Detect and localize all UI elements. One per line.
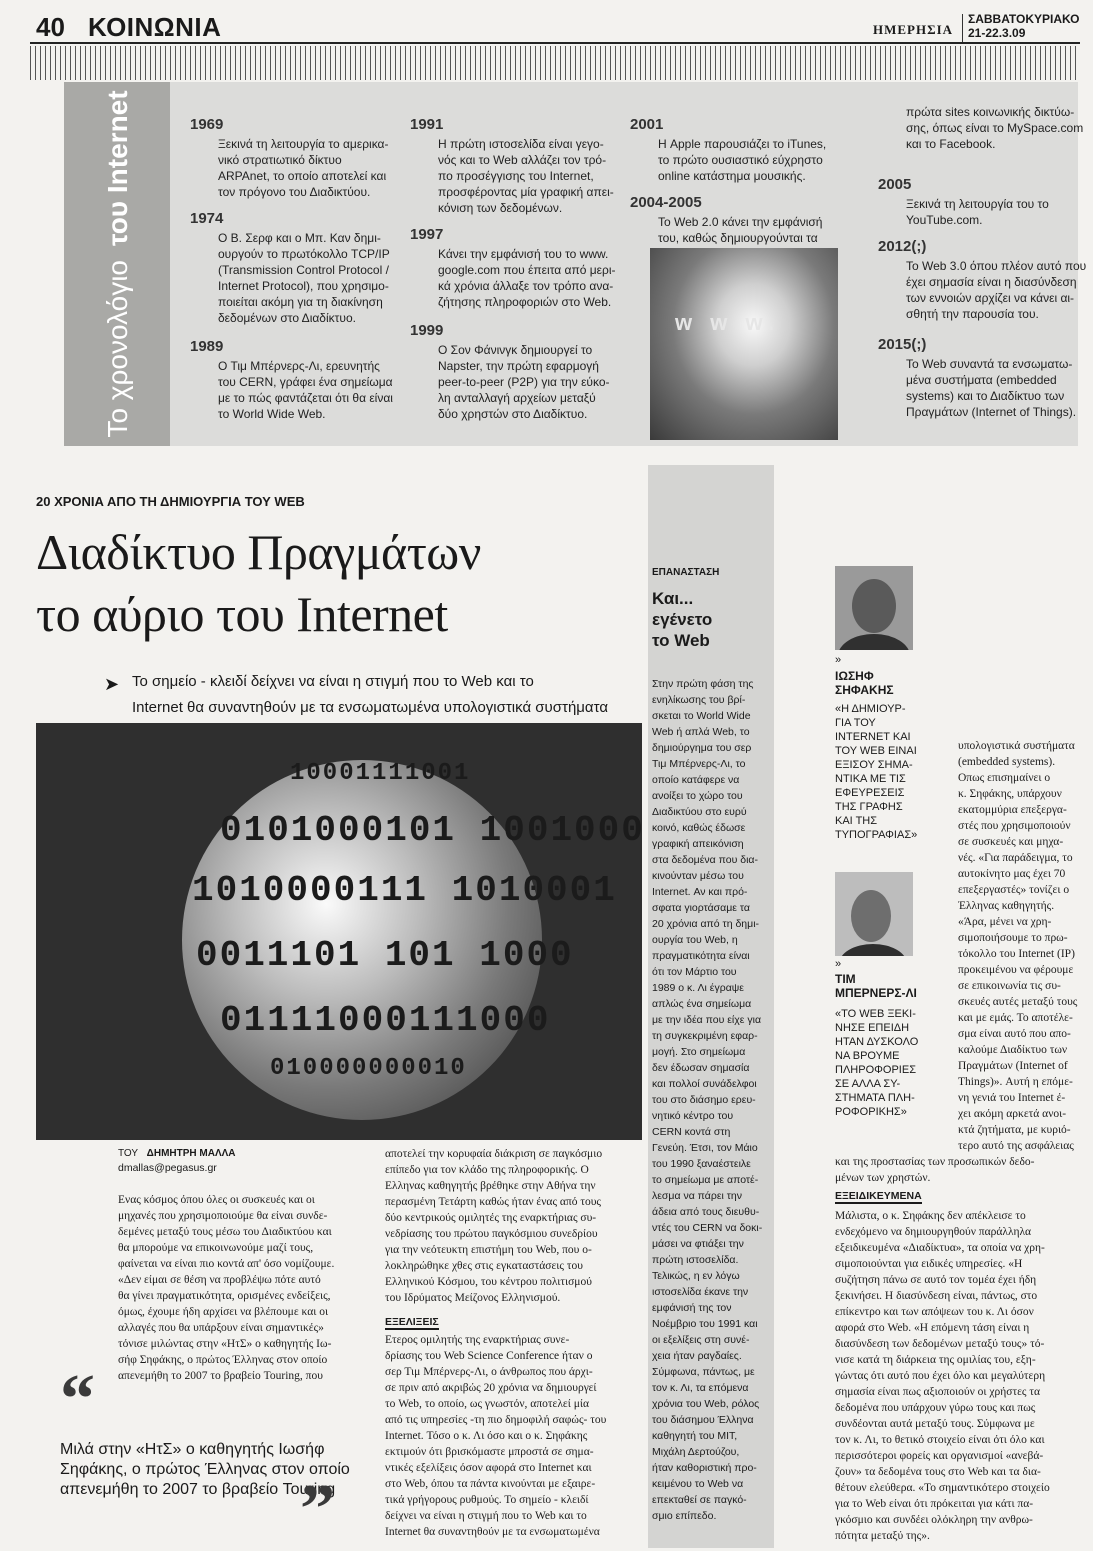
sub-text-line: περισσότεροι φορείς και οργανισμοί «ανεβά- xyxy=(835,1450,1044,1462)
side-text-line: εμφάνισή της τον xyxy=(652,1302,732,1314)
sidebar-title xyxy=(652,588,712,651)
issue-date: 21-22.3.09 xyxy=(968,26,1026,40)
timeline-text-line: Το Web συναντά τα ενσωματω- xyxy=(906,357,1073,371)
quote-2-line: ΡΟΦΟΡΙΚΗΣ» xyxy=(835,1106,907,1118)
col2b-line: σε πριν από ακριβώς 20 χρόνια να δημιουργεί xyxy=(385,1382,597,1394)
timeline-text-line: ARPAnet, το οποίο αποτελεί και xyxy=(218,169,387,183)
timeline-text-line: Ο Τιμ Μπέρνερς-Λι, ερευνητής xyxy=(218,359,380,373)
timeline-text-line: λη ανταλλαγή αρχείων μεταξύ xyxy=(438,391,596,405)
right-text-line: αυτοκίνητο μας έχει 70 xyxy=(958,868,1066,880)
subheading-exelixeis: ΕΞΕΛΙΞΕΙΣ xyxy=(385,1316,439,1328)
timeline-text-line: δεδομένων στο Διαδίκτυο. xyxy=(218,311,356,325)
side-text-line: του στο διάσημο ερευ- xyxy=(652,1094,756,1106)
timeline-text-line: systems) και το Διαδίκτυο των xyxy=(906,389,1065,403)
side-text-line: Μιχάλη Δερτούζου, xyxy=(652,1446,740,1458)
sub-text-line: ζουν» τα δεδομένα τους στο Web και τα δια- xyxy=(835,1466,1041,1478)
col2-line: του Ιδρύματος Μείζονος Ελληνισμού. xyxy=(385,1292,561,1304)
sub-text-line: πότητα μεταξύ της». xyxy=(835,1530,930,1542)
quote-1-line: INTERNET ΚΑΙ xyxy=(835,731,911,743)
side-text-line: ντές του CERN να δοκι- xyxy=(652,1222,763,1234)
quote-1-line: «Η ΔΗΜΙΟΥΡ- xyxy=(835,703,906,715)
side-text-line: του διάσημου Έλληνα xyxy=(652,1414,754,1426)
timeline-text-line: ζήτησης πληροφοριών στο Web. xyxy=(438,295,612,309)
quote-close-icon: ” xyxy=(300,1471,335,1548)
timeline-text-line: έχει σημασία είναι η διασύνδεση xyxy=(906,275,1077,289)
binary-row: 0011101 101 1000 xyxy=(196,935,574,976)
timeline-text-line: πρώτα sites κοινωνικής δικτύω- xyxy=(906,105,1075,119)
side-text-line: το σημείωμα με αποτέ- xyxy=(652,1174,759,1186)
side-text-line: απλώς ένα σημείωμα xyxy=(652,998,752,1010)
timeline-text-line: ουργούν το πρωτόκολλο TCP/IP xyxy=(218,247,390,261)
side-text-line: Διαδικτύου στο ευρύ xyxy=(652,806,747,818)
timeline-year: 1997 xyxy=(410,226,444,243)
timeline-text-line: του CERN, γράφει ένα σημείωμα xyxy=(218,375,393,389)
col2-line: λοκληρώθηκε χθες στις εγκαταστάσεις του xyxy=(385,1260,583,1272)
header-stripe-band xyxy=(30,46,1080,80)
subheading-exeidikevmena: ΕΞΕΙΔΙΚΕΥΜΕΝΑ xyxy=(835,1190,922,1202)
right-text-line: Οπως επισημαίνει ο xyxy=(958,772,1051,784)
sub-text-line: συνδέονται αυτά μεταξύ τους. Σύμφωνα με xyxy=(835,1418,1035,1430)
col2-line: επίπεδο για τον κλάδο της πληροφορικής. Ο xyxy=(385,1164,589,1176)
right-text-line: «Άρα, μένει να χρη- xyxy=(958,916,1052,928)
side-text-line: Τελικώς, η εν λόγω xyxy=(652,1270,740,1282)
binary-row: 10001111001 xyxy=(290,760,471,787)
col1-line: φαίνεται να είναι πιο κοντά απ' όσο νομίζουμε. xyxy=(118,1258,335,1270)
right-text-line: κτά ζητήματα, με κυριό- xyxy=(958,1124,1071,1136)
side-text-line: Σύμφωνα, πάντως, με xyxy=(652,1366,755,1378)
right-text-line: σκευές αυτές μεταξύ τους xyxy=(958,996,1078,1008)
side-text-line: χρόνια του Web, ρόλος xyxy=(652,1398,760,1410)
timeline-text-line: peer-to-peer (P2P) για την εύκο- xyxy=(438,375,610,389)
right-text-line: σε συσκευές και μηχα- xyxy=(958,836,1064,848)
quote-2-line: ΣΕ ΑΛΛΑ ΣΥ- xyxy=(835,1078,901,1090)
sidebar-kicker: ΕΠΑΝΑΣΤΑΣΗ xyxy=(652,567,720,578)
col2-line: Ελληνας καθηγητής βρέθηκε στην Αθήνα την xyxy=(385,1180,596,1192)
timeline-year: 1999 xyxy=(410,322,444,339)
newspaper-name: ΗΜΕΡΗΣΙΑ xyxy=(873,22,954,37)
side-text-line: οποίο κατάφερε να xyxy=(652,774,740,786)
portrait-sifakis-graphic xyxy=(835,566,913,650)
side-text-line: Γενεύη. Έτσι, τον Μάιο xyxy=(652,1142,758,1154)
binary-row: 0101000101 1001000 xyxy=(220,810,645,851)
sub-text-line: Μάλιστα, ο κ. Σηφάκης δεν απέκλεισε το xyxy=(835,1210,1026,1222)
timeline-label-line2: του Internet xyxy=(102,90,133,247)
side-text-line: Internet. Αν και πρό- xyxy=(652,886,748,898)
right-text-line: σιμοποιήσουμε το πρω- xyxy=(958,932,1068,944)
side-text-line: Τιμ Μπέρνερς-Λι, το xyxy=(652,758,746,770)
sub-text-line: τον κ. Λι, το θετικό στοιχείο είναι ότι όλο και xyxy=(835,1434,1045,1446)
timeline-text-line: δύο χρηστών στο Διαδίκτυο. xyxy=(438,407,588,421)
quote-2-line: «ΤΟ WEB ΞΕΚΙ- xyxy=(835,1008,916,1020)
side-text-line: CERN κοντά στη xyxy=(652,1126,731,1138)
sidebar-title-line: εγένετο xyxy=(652,610,713,629)
sub-text-line: συζήτηση πάνω σε αυτό τον τομέα έχει ήδη xyxy=(835,1274,1037,1286)
right-text-line: Things)». Αυτή η επόμε- xyxy=(958,1076,1073,1088)
timeline-label xyxy=(102,90,134,437)
side-text-line: πρώτη ιστοσελίδα. xyxy=(652,1254,739,1266)
col1-line: αλλαγές που θα υπάρξουν είναι σημαντικές» xyxy=(118,1322,324,1334)
byline xyxy=(118,1148,236,1159)
timeline-text-line: μένα συστήματα (embedded xyxy=(906,373,1057,387)
side-text-line: ήταν καθοριστική προ- xyxy=(652,1462,757,1474)
side-text-line: ενηλίκωσης του βρί- xyxy=(652,694,746,706)
col2b-line: δρίασης του Web Science Conference ήταν ο xyxy=(385,1350,593,1362)
side-text-line: νητικό κέντρο του xyxy=(652,1110,734,1122)
quote-2-line: ΝΑ ΒΡΟΥΜΕ xyxy=(835,1050,900,1062)
right-text-line: προκειμένου να φέρουμε xyxy=(958,964,1074,976)
timeline-text-line: με το πώς φαντάζεται ότι θα είναι xyxy=(218,391,393,405)
wide-text-line: και της προστασίας των προσωπικών δεδο- xyxy=(835,1156,1035,1168)
double-arrow-icon: » xyxy=(835,958,842,970)
sub-text-line: σιμοποιούνται για ειδικές υπηρεσίες. «Η xyxy=(835,1258,1023,1270)
timeline-text-line: Ο Β. Σερφ και ο Μπ. Καν δημι- xyxy=(218,231,381,245)
col2-line: δύο κεντρικούς ομιλητές της εναρκτήριας συ- xyxy=(385,1212,597,1224)
section-title: ΚΟΙΝΩΝΙΑ xyxy=(88,12,222,42)
timeline-text-line: Napster, την πρώτη εφαρμογή xyxy=(438,359,599,373)
lead-line1: Το σημείο - κλειδί δείχνει να είναι η στιγμή που το Web και το xyxy=(132,673,534,690)
wide-text-line: μένων των χρηστών. xyxy=(835,1172,931,1184)
sub-text-line: νισε κατά τη διάρκεια της ομιλίας του, εξη- xyxy=(835,1354,1036,1366)
timeline-text-line: Ο Σον Φάνινγκ δημιουργεί το xyxy=(438,343,593,357)
lead-arrow-icon: ➤ xyxy=(104,674,120,695)
timeline-year: 2005 xyxy=(878,176,912,193)
right-text-line: στές που χρησιμοποιούν xyxy=(958,820,1071,832)
timeline-year: 2015(;) xyxy=(878,336,927,353)
quote-1-line: ΝΤΙΚΑ ΜΕ ΤΙΣ xyxy=(835,773,906,785)
www-image-text: w w w. xyxy=(675,310,780,335)
right-text-line: χει ακόμη αρκετά ανοι- xyxy=(958,1108,1067,1120)
col2b-line: από τις υπηρεσίες -τη πιο δημοφιλή σαφώς- του xyxy=(385,1414,607,1426)
sub-text-line: θέτουν ελεύθερα. «Το σημαντικότερο στοιχείο xyxy=(835,1482,1050,1494)
side-text-line: πραγματικότητα είναι xyxy=(652,950,750,962)
side-text-line: 1989 ο κ. Λι έγραψε xyxy=(652,982,744,994)
side-text-line: Στην πρώτη φάση της xyxy=(652,678,754,690)
side-text-line: σκεται το World Wide xyxy=(652,710,751,722)
right-text-line: υπολογιστικά συστήματα xyxy=(958,740,1075,752)
right-text-line: επεξεργαστές» τονίζει ο xyxy=(958,884,1070,896)
side-text-line: χεια ήταν ραγδαίες. xyxy=(652,1350,742,1362)
timeline-text-line: Πραγμάτων (Internet of Things). xyxy=(906,405,1077,419)
portrait-berners-lee xyxy=(835,872,913,956)
pull-quote-line2: Σηφάκης, ο πρώτος Έλληνας στον οποίο xyxy=(60,1461,350,1478)
col2b-line: Internet. Τόσο ο κ. Λι όσο και ο κ. Σηφάκης xyxy=(385,1430,588,1442)
timeline-year: 1974 xyxy=(190,210,224,227)
timeline-text-line: σθητή την παρουσία του. xyxy=(906,307,1039,321)
timeline-text-line: Κάνει την εμφάνισή του το www. xyxy=(438,247,609,261)
timeline-text-line: Ξεκινά τη λειτουργία του το xyxy=(906,197,1049,211)
timeline-year: 2001 xyxy=(630,116,664,133)
side-text-line: κινούνταν μέσω του xyxy=(652,870,744,882)
person-name-1: ΙΩΣΗΦ ΣΗΦΑΚΗΣ xyxy=(835,669,894,697)
col1-line: όμως, έχουμε ήδη αρχίσει να βλέπουμε και οι xyxy=(118,1306,329,1318)
quote-1-line: ΕΦΕΥΡΕΣΕΙΣ xyxy=(835,787,905,799)
timeline-text-line: YouTube.com. xyxy=(906,213,983,227)
headline-line2: το αύριο του Internet xyxy=(36,586,448,642)
sub-text-line: για το Web είναι ότι πρόκειται για κάτι πα- xyxy=(835,1498,1034,1510)
right-text-line: νές. «Για παράδειγμα, το xyxy=(958,852,1073,864)
timeline-text-line: (Transmission Control Protocol / xyxy=(218,263,389,277)
quote-2-line: ΠΛΗΡΟΦΟΡΙΕΣ xyxy=(835,1064,916,1076)
quote-1-line: ΕΞΙΣΟΥ ΣΗΜΑ- xyxy=(835,759,913,771)
col2b-line: σερ Τιμ Μπέρνερς-Λι, ο άνθρωπος που άρχι- xyxy=(385,1366,593,1378)
sub-text-line: σημασία είναι πως αξιοποιούν οι χρήστες τα xyxy=(835,1386,1040,1398)
sub-text-line: επίκεντρο και των απόψεων του κ. Λι όσον xyxy=(835,1306,1034,1318)
portrait-sifakis xyxy=(835,566,913,650)
side-text-line: μογή. Στο σημείωμα xyxy=(652,1046,746,1058)
double-arrow-icon: » xyxy=(835,654,842,666)
article-kicker: 20 ΧΡΟΝΙΑ ΑΠΟ ΤΗ ΔΗΜΙΟΥΡΓΙΑ ΤΟΥ WEB xyxy=(36,494,305,509)
byline-prefix: ΤΟΥ xyxy=(118,1148,138,1159)
col2b-line: τικά γρήγορους ρυθμούς. Το σημείο - κλειδί xyxy=(385,1494,589,1506)
timeline-text-line: του, καθώς δημιουργούνται τα xyxy=(658,231,818,245)
col1-line: δεμένες μεταξύ τους μέσω του Διαδικτύου και xyxy=(118,1226,332,1238)
timeline-text-line: σης, όπως είναι το MySpace.com xyxy=(906,121,1084,135)
side-text-line: Νοέμβριο του 1991 και xyxy=(652,1318,758,1330)
byline-name: ΔΗΜΗΤΡΗ ΜΑΛΛΑ xyxy=(146,1148,236,1159)
col2b-line: δείχνει να είναι η στιγμή που το Web και το xyxy=(385,1510,587,1522)
timeline-year: 2012(;) xyxy=(878,238,927,255)
quote-1-line: ΚΑΙ ΤΗΣ xyxy=(835,815,878,827)
quote-1-line: ΤΗΣ ΓΡΑΦΗΣ xyxy=(835,801,903,813)
quote-2-line: ΣΤΗΜΑΤΑ ΠΛΗ- xyxy=(835,1092,915,1104)
side-text-line: άδεια από τους διευθυ- xyxy=(652,1206,760,1218)
right-text-line: νη γενιά του Internet έ- xyxy=(958,1092,1066,1104)
lead-line2: Internet θα συναντηθούν με τα ενσωματωμένα υπολογιστικά συστήματα xyxy=(132,699,608,716)
page-number: 40 xyxy=(36,12,65,42)
side-text-line: ιστοσελίδα έκανε την xyxy=(652,1286,749,1298)
side-text-line: τον κ. Λι, τα επόμενα xyxy=(652,1382,749,1394)
right-text-line: εκατομμύρια επεξεργα- xyxy=(958,804,1067,816)
col2-line: για την νεότευκτη επιστήμη του Web, που ο- xyxy=(385,1244,592,1256)
side-text-line: και πολλοί συνάδελφοι xyxy=(652,1078,757,1090)
sub-text-line: ενδεχόμενο να δημιουργηθούν παράλληλα xyxy=(835,1226,1032,1238)
side-text-line: κοινό, καθώς έδωσε xyxy=(652,822,746,834)
side-text-line: μάσει να φτιάξει την xyxy=(652,1238,744,1250)
col2-line: περασμένη Τετάρτη καθώς ήταν ένας από τους xyxy=(385,1196,601,1208)
right-text-line: Έλληνας καθηγητής. xyxy=(958,900,1055,912)
sub-text-line: διασύνδεση των δεδομένων μεταξύ τους» τό- xyxy=(835,1338,1045,1350)
quote-open-icon: “ xyxy=(60,1361,95,1438)
timeline-text-line: Ξεκινά τη λειτουργία το αμερικα- xyxy=(218,137,389,151)
side-text-line: σφατα γιορτάσαμε τα xyxy=(652,902,750,914)
timeline-year: 1989 xyxy=(190,338,224,355)
side-text-line: γραφική απεικόνιση xyxy=(652,838,744,850)
binary-row: 010000000010 xyxy=(270,1055,467,1082)
col1-line: «Δεν είμαι σε θέση να προβλέψω πότε αυτό xyxy=(118,1274,321,1286)
timeline-text-line: των εννοιών αρχίζει να κάνει αι- xyxy=(906,291,1075,305)
timeline-year: 1969 xyxy=(190,116,224,133)
sidebar-title-line: Και... xyxy=(652,589,694,608)
right-text-line: κ. Σηφάκης, υπάρχουν xyxy=(958,788,1062,800)
timeline-text-line: κόνιση των δεδομένων. xyxy=(438,201,563,215)
quote-1-line: ΤΟΥ WEB ΕΙΝΑΙ xyxy=(835,745,917,757)
timeline-text-line: Η πρώτη ιστοσελίδα είναι γεγο- xyxy=(438,137,604,151)
col2-line: αποτελεί την κορυφαία διάκριση σε παγκόσμιο xyxy=(385,1148,603,1160)
col2b-line: Ετερος ομιλητής της εναρκτήριας συνε- xyxy=(385,1334,570,1346)
sub-text-line: δεδομένα που υπάρχουν γύρω τους και πως xyxy=(835,1402,1036,1414)
right-text-line: και με εμάς. Το αποτέλε- xyxy=(958,1012,1073,1024)
pull-quote-line3: απενεμήθη το 2007 το βραβείο Touring xyxy=(60,1481,336,1498)
quote-1-line: ΓΙΑ ΤΟΥ xyxy=(835,717,876,729)
quote-2-line: ΝΗΣΕ ΕΠΕΙΔΗ xyxy=(835,1022,910,1034)
timeline-year: 1991 xyxy=(410,116,444,133)
col1-line: μηχανές που χρησιμοποιούμε θα είναι συνδε- xyxy=(118,1210,328,1222)
sub-text-line: αφορά στο Web. «Η επόμενη τάση είναι η xyxy=(835,1322,1030,1334)
header-rule xyxy=(30,42,1080,44)
timeline-text-line: Το Web 2.0 κάνει την εμφάνισή xyxy=(658,215,823,229)
side-text-line: δημιούργημα του σερ xyxy=(652,742,752,754)
issue-day: ΣΑΒΒΑΤΟΚΥΡΙΑΚΟ xyxy=(968,12,1080,26)
side-text-line: οι εξελίξεις στη συνέ- xyxy=(652,1334,750,1346)
col1-line: απενεμήθη το 2007 το βραβείο Touring, που xyxy=(118,1370,323,1382)
col2-line: Ελληνικού Κόσμου, του κέντρου πολιτισμού xyxy=(385,1276,592,1288)
side-text-line: σμιο επίπεδο. xyxy=(652,1510,717,1522)
col1-line: θα γίνει πραγματικότητα, ορισμένες ενδείξεις, xyxy=(118,1290,331,1302)
col1-line: τόνισε μιλώντας στην «ΗτΣ» ο καθηγητής Ιω- xyxy=(118,1338,332,1350)
headline-line1: Διαδίκτυο Πραγμάτων xyxy=(36,524,481,580)
pull-quote-line1: Μιλά στην «ΗτΣ» ο καθηγητής Ιωσήφ xyxy=(60,1441,325,1458)
timeline-text-line: το πρώτο ουσιαστικό εύχρηστο xyxy=(658,153,823,167)
timeline-text-line: Internet Protocol), που χρησιμο- xyxy=(218,279,389,293)
side-text-line: επεκταθεί σε παγκό- xyxy=(652,1494,747,1506)
sub-text-line: ξεκινήσει. Η διασύνδεση είναι, πάντως, στο xyxy=(835,1290,1038,1302)
timeline-year: 2004-2005 xyxy=(630,194,702,211)
timeline-text-line: Η Apple παρουσιάζει το iTunes, xyxy=(658,137,827,151)
timeline-text-line: google.com που έπειτα από μερι- xyxy=(438,263,616,277)
timeline-text-line: νικό στρατιωτικό δίκτυο xyxy=(218,153,342,167)
side-text-line: λεσμα να πάρει την xyxy=(652,1190,742,1202)
timeline-text-line: online κατάστημα μουσικής. xyxy=(658,169,806,183)
timeline-text-line: Το Web 3.0 όπου πλέον αυτό που xyxy=(906,259,1087,273)
binary-row: 01111000111000 xyxy=(220,1000,551,1041)
sub-text-line: γώντας ότι αυτό που έχει όλο και μεγαλύτερη xyxy=(835,1370,1046,1382)
timeline-text-line: και το Facebook. xyxy=(906,137,996,151)
timeline-text-line: τον πρόγονο του Διαδικτύου. xyxy=(218,185,371,199)
timeline-text-line: κά χρόνια άλλαξε τον τρόπο ανα- xyxy=(438,279,614,293)
side-text-line: με την ιδέα που είχε για xyxy=(652,1014,762,1026)
right-text-line: (embedded systems). xyxy=(958,756,1056,768)
side-text-line: του 1990 ξαναέστειλε xyxy=(652,1158,751,1170)
timeline-text-line: νός και το Web αλλάζει τον τρό- xyxy=(438,153,607,167)
timeline-text-line: πο προσέγγισης του Internet, xyxy=(438,169,594,183)
side-text-line: ουργία του Web, η xyxy=(652,934,738,946)
quote-2-line: ΗΤΑΝ ΔΥΣΚΟΛΟ xyxy=(835,1036,919,1048)
side-text-line: 20 χρόνια από τη δημι- xyxy=(652,918,760,930)
col2b-line: ντικές εξελίξεις όσον αφορά στο Internet και xyxy=(385,1462,592,1474)
timeline-label-line1: Το χρονολόγιο xyxy=(102,260,133,438)
right-text-line: τόκολλο του Internet (IP) xyxy=(958,948,1075,960)
www-image xyxy=(650,248,838,440)
byline-email: dmallas@pegasus.gr xyxy=(118,1162,217,1174)
side-text-line: δεν έδωσαν σημασία xyxy=(652,1062,750,1074)
sub-text-line: γκόσμιο και συνδέει ολόκληρη την ανθρω- xyxy=(835,1514,1033,1526)
col2-line: νεδρίασης του πρώτου παγκόσμιου συνεδρίου xyxy=(385,1228,598,1240)
col2b-line: στο Web, όπου τα πάντα κινούνται με εξαιρε- xyxy=(385,1478,596,1490)
person-name-2: ΤΙΜ ΜΠΕΡΝΕΡΣ-ΛΙ xyxy=(835,972,917,1000)
right-text-line: Πραγμάτων (Internet of xyxy=(958,1060,1068,1072)
quote-1-line: ΤΥΠΟΓΡΑΦΙΑΣ» xyxy=(835,829,918,841)
side-text-line: τη συγκεκριμένη εφαρ- xyxy=(652,1030,758,1042)
col2b-line: εκτιμούν ότι βρισκόμαστε μπροστά σε σημα- xyxy=(385,1446,594,1458)
col2b-line: Internet θα συναντηθούν με τα ενσωματωμένα xyxy=(385,1526,600,1538)
side-text-line: ότι τον Μάρτιο του xyxy=(652,966,737,978)
right-text-line: σμα είναι αυτό που απο- xyxy=(958,1028,1071,1040)
timeline-text-line: προσφέροντας μία γραφική απει- xyxy=(438,185,614,199)
binary-row: 1010000111 1010001 xyxy=(192,870,617,911)
timeline-text-line: ποιείται ακόμη για τη διακίνηση xyxy=(218,295,383,309)
side-text-line: ανοίξει το χώρο του xyxy=(652,790,743,802)
right-text-line: καλούμε Διαδίκτυο των xyxy=(958,1044,1068,1056)
timeline-text-line: το World Wide Web. xyxy=(218,407,326,421)
right-text-line: τερο αυτό της ασφάλειας xyxy=(958,1140,1074,1152)
side-text-line: στα δεδομένα που δια- xyxy=(652,854,758,866)
side-text-line: κειμένου το Web να xyxy=(652,1478,744,1490)
right-text-line: σε επικοινωνία τις συ- xyxy=(958,980,1061,992)
portrait-berners-lee-graphic xyxy=(835,872,913,956)
header-divider xyxy=(962,14,963,42)
sub-text-line: εξειδικευμένα «Διαδίκτυα», τα οποία να χρη- xyxy=(835,1242,1045,1254)
col1-line: θα μπορούμε να επικοινωνούμε μαζί τους, xyxy=(118,1242,314,1254)
side-text-line: καθηγητή του MIT, xyxy=(652,1430,738,1442)
col1-line: σήφ Σηφάκης, ο πρώτος Έλληνας στον οποίο xyxy=(118,1354,328,1366)
sidebar-title-line: το Web xyxy=(652,631,710,650)
col1-line: Ενας κόσμος όπου όλες οι συσκευές και οι xyxy=(118,1194,315,1206)
side-text-line: Web ή απλά Web, το xyxy=(652,726,750,738)
col2b-line: το Web, το οποίο, ως γνωστόν, αποτελεί μία xyxy=(385,1398,589,1410)
